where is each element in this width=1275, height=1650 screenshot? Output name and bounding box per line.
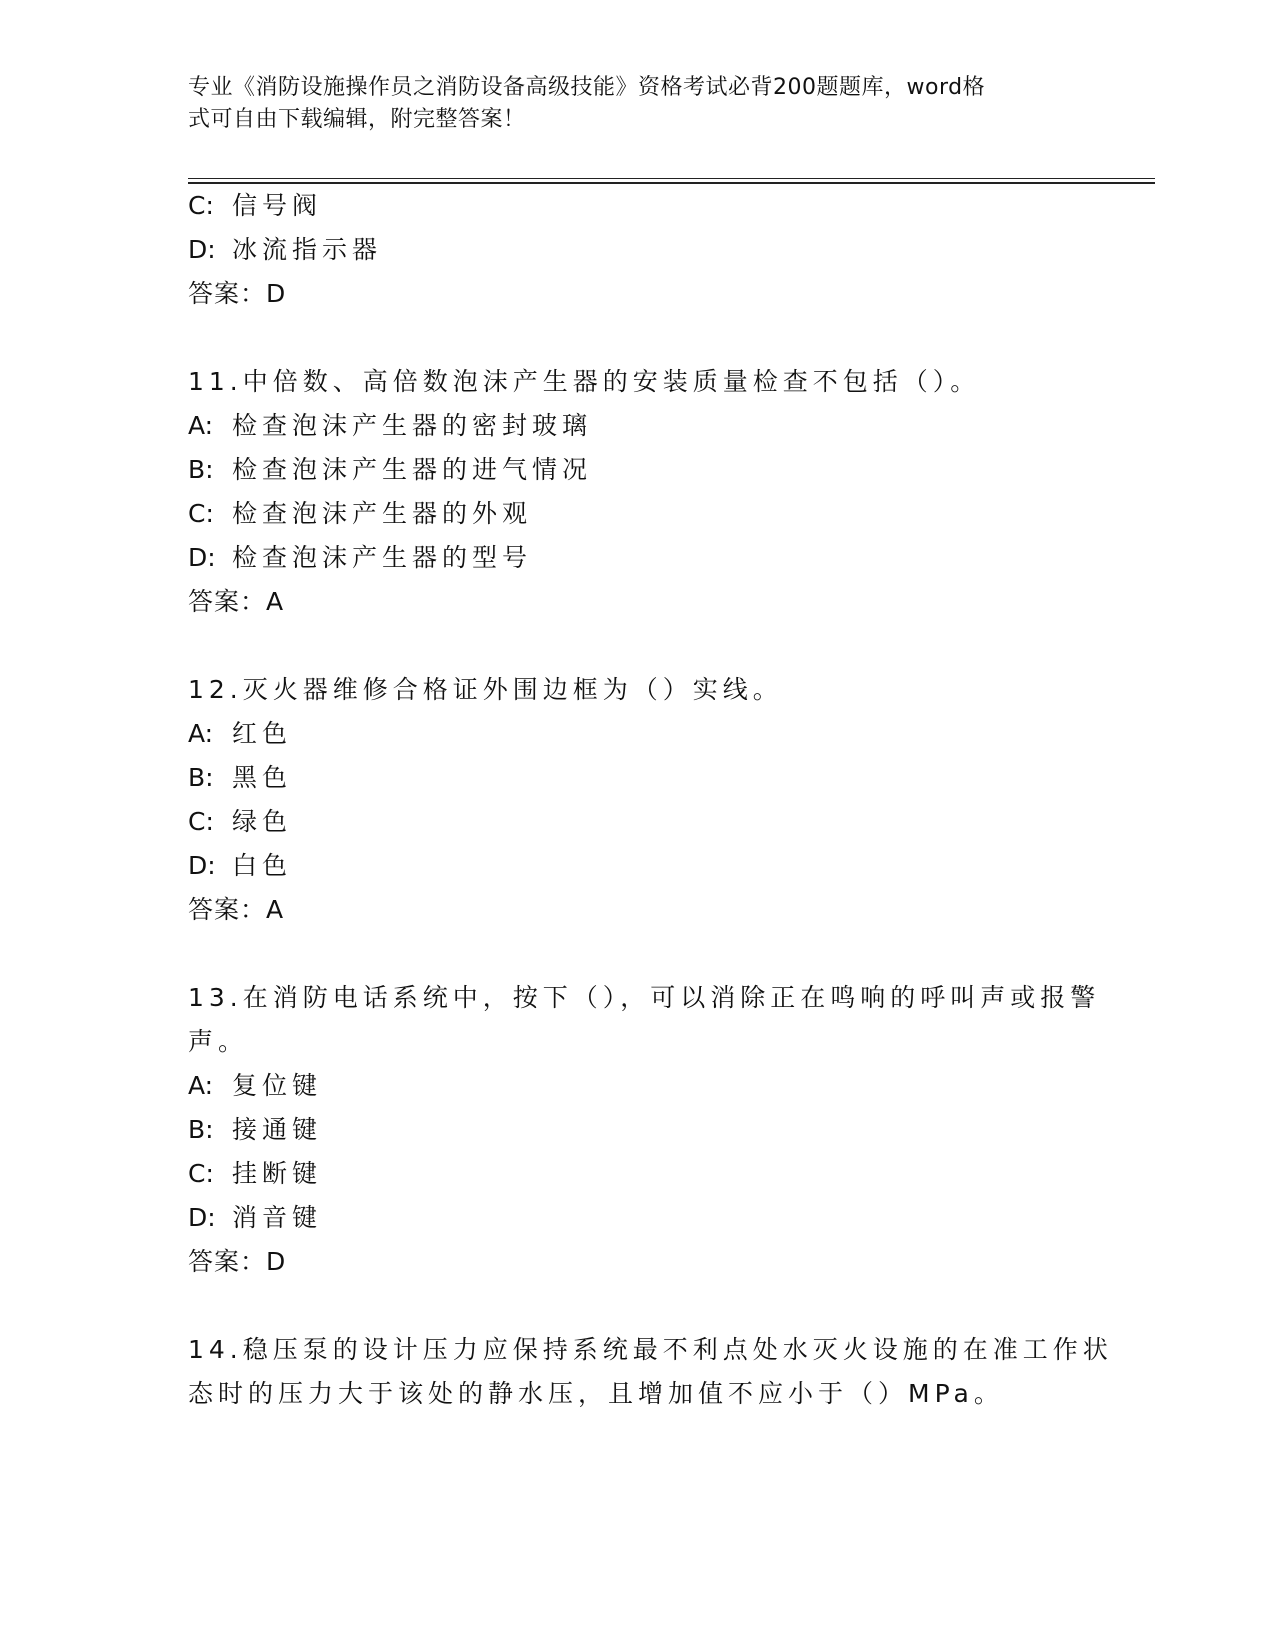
option-c: C: 挂断键 [188,1159,323,1188]
question-stem-continued: 声。 [188,1027,249,1056]
question-stem-continued: 态时的压力大于该处的静水压，且增加值不应小于（）MPa。 [188,1379,1004,1408]
document-header [188,72,1068,136]
header-line-1: 专业《消防设施操作员之消防设备高级技能》资格考试必背200题题库，word格 [188,75,986,100]
option-c: C: 信号阀 [188,191,323,220]
header-line-2: 式可自由下载编辑，附完整答案！ [188,107,526,132]
option-b: B: 黑色 [188,763,293,792]
answer: 答案：D [188,279,287,308]
option-d: D: 消音键 [188,1203,323,1232]
answer: 答案：A [188,587,285,616]
question-stem: 12.灭火器维修合格证外围边框为（）实线。 [188,675,783,704]
question-stem: 13.在消防电话系统中，按下（），可以消除正在鸣响的呼叫声或报警 [188,983,1101,1012]
answer: 答案：A [188,895,285,924]
option-d: D: 检查泡沫产生器的型号 [188,543,533,572]
option-a: A: 红色 [188,719,293,748]
option-b: B: 检查泡沫产生器的进气情况 [188,455,593,484]
answer: 答案：D [188,1247,287,1276]
option-c: C: 检查泡沫产生器的外观 [188,499,533,528]
header-divider-thin [188,178,1155,179]
option-a: A: 复位键 [188,1071,323,1100]
header-divider-thick [188,182,1155,184]
option-b: B: 接通键 [188,1115,323,1144]
option-d: D: 冰流指示器 [188,235,383,264]
option-a: A: 检查泡沫产生器的密封玻璃 [188,411,593,440]
option-d: D: 白色 [188,851,293,880]
option-c: C: 绿色 [188,807,293,836]
question-stem: 14.稳压泵的设计压力应保持系统最不利点处水灭火设施的在准工作状 [188,1335,1113,1364]
question-stem: 11.中倍数、高倍数泡沫产生器的安装质量检查不包括（）。 [188,367,981,396]
